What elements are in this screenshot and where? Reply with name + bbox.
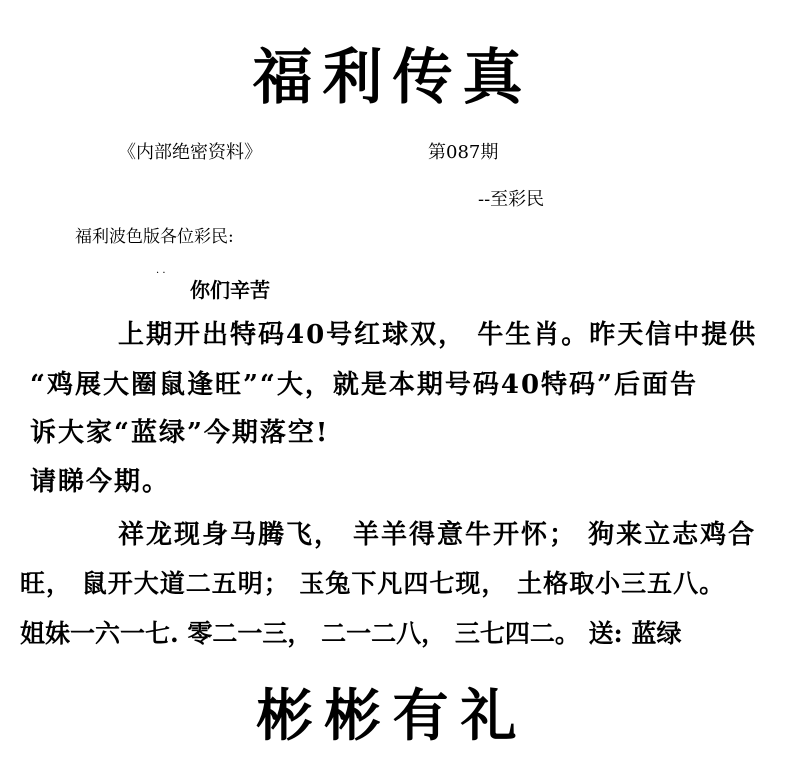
poem-line: 姐妹一六一七. 零二一三， 二一二八， 三七四二。 送: 蓝绿 — [20, 619, 682, 648]
document-tag: 《内部绝密资料》 — [118, 142, 262, 163]
poem-line: 旺， 鼠开大道二五明； 玉兔下凡四七现， 土格取小三五八。 — [20, 569, 726, 598]
salutation: 你们辛苦 — [190, 278, 270, 302]
letter-line: 上期开出特码40号红球双， 牛生肖。昨天信中提供 — [118, 320, 758, 350]
letter-line: 诉大家“蓝绿”今期落空! — [30, 418, 330, 448]
page-title: 福利传真 — [252, 43, 533, 113]
poem-line: 祥龙现身马腾飞， 羊羊得意牛开怀； 狗来立志鸡合 — [118, 520, 757, 550]
closing-signature: 彬彬有礼 — [256, 683, 529, 749]
decorative-dots: · · — [156, 268, 166, 279]
issue-number: 第087期 — [428, 142, 499, 163]
greeting: 福利波色版各位彩民: — [75, 227, 234, 247]
author-line: --至彩民 — [478, 189, 545, 210]
letter-line: “鸡展大圈鼠逢旺”“大，就是本期号码40特码”后面告 — [30, 370, 699, 400]
letter-line: 请睇今期。 — [30, 467, 171, 497]
